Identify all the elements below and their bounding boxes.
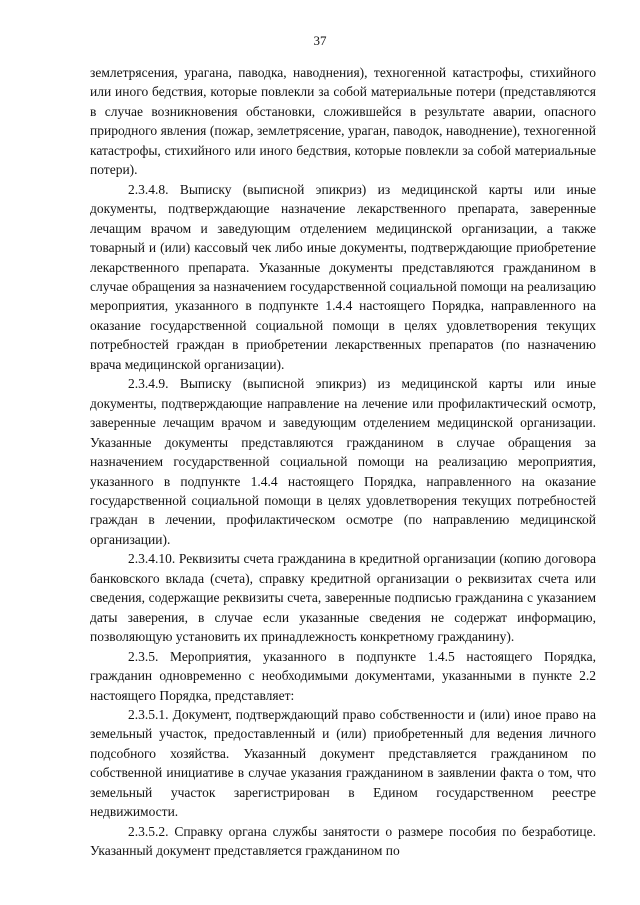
page-number: 37 — [313, 33, 327, 48]
paragraph-2-3-5-1: 2.3.5.1. Документ, подтверждающий право собственности и (или) иное право на земельный участок, предоставленный и (или) приобретенный для ведения личного подсобного хозяйства. Указанный документ представляется гражданином по собственной инициативе в случае указания гражданином в заявлении факта о том, что земельный участок зарегистрирован в Едином государственном реестре недвижимости. — [90, 706, 596, 820]
paragraph-2-3-4-8: 2.3.4.8. Выписку (выписной эпикриз) из медицинской карты или иные документы, подтверждающие назначение лекарственного препарата, заверенные лечащим врачом и заведующим отделением медицинской организации, а также товарный и (или) кассовый чек либо иные документы, подтверждающие приобретение лекарственного препарата. Указанные документы представляются гражданином в случае обращения за назначением государственной социальной помощи на реализацию мероприятия, указанного в подпункте 1.4.4 настоящего Порядка, направленного на оказание государственной социальной помощи в целях удовлетворения текущих потребностей граждан в приобретении лекарственных препаратов (по назначению врача медицинской организации). — [90, 181, 596, 372]
paragraph-2-3-5-2: 2.3.5.2. Справку органа службы занятости о размере пособия по безработице. Указанный документ представляется гражданином по — [90, 823, 596, 859]
paragraph-2-3-4-10: 2.3.4.10. Реквизиты счета гражданина в кредитной организации (копию договора банковского вклада (счета), справку кредитной организации о реквизитах счета или сведения, содержащие реквизиты счета, заверенные подписью гражданина с указанием даты заверения, в случае если указанные сведения не содержат информацию, позволяющую установить их принадлежность конкретному гражданину). — [90, 551, 596, 645]
paragraph-continuation: землетрясения, урагана, паводка, наводнения), техногенной катастрофы, стихийного или иного бедствия, которые повлекли за собой материальные потери (представляются в случае возникновения обстановки, сложившейся в результате аварии, опасного природного явления (пожар, землетрясение, ураган, паводок, наводнение), техногенной катастрофы, стихийного или иного бедствия, которые повлекли за собой материальные потери). — [90, 65, 596, 178]
body-text — [90, 63, 596, 861]
paragraph-2-3-5: 2.3.5. Мероприятия, указанного в подпункте 1.4.5 настоящего Порядка, гражданин одновременно с необходимыми документами, указанными в пункте 2.2 настоящего Порядка, представляет: — [90, 648, 596, 703]
paragraph-2-3-4-9: 2.3.4.9. Выписку (выписной эпикриз) из медицинской карты или иные документы, подтверждающие направление на лечение или профилактический осмотр, заверенные лечащим врачом и заведующим отделением медицинской организации. Указанные документы представляются гражданином в случае обращения за назначением государственной социальной помощи на реализацию мероприятия, указанного в подпункте 1.4.4 настоящего Порядка, направленного на оказание государственной социальной помощи в целях удовлетворения текущих потребностей граждан в лечении, профилактическом осмотре (по направлению медицинской организации). — [90, 376, 596, 547]
